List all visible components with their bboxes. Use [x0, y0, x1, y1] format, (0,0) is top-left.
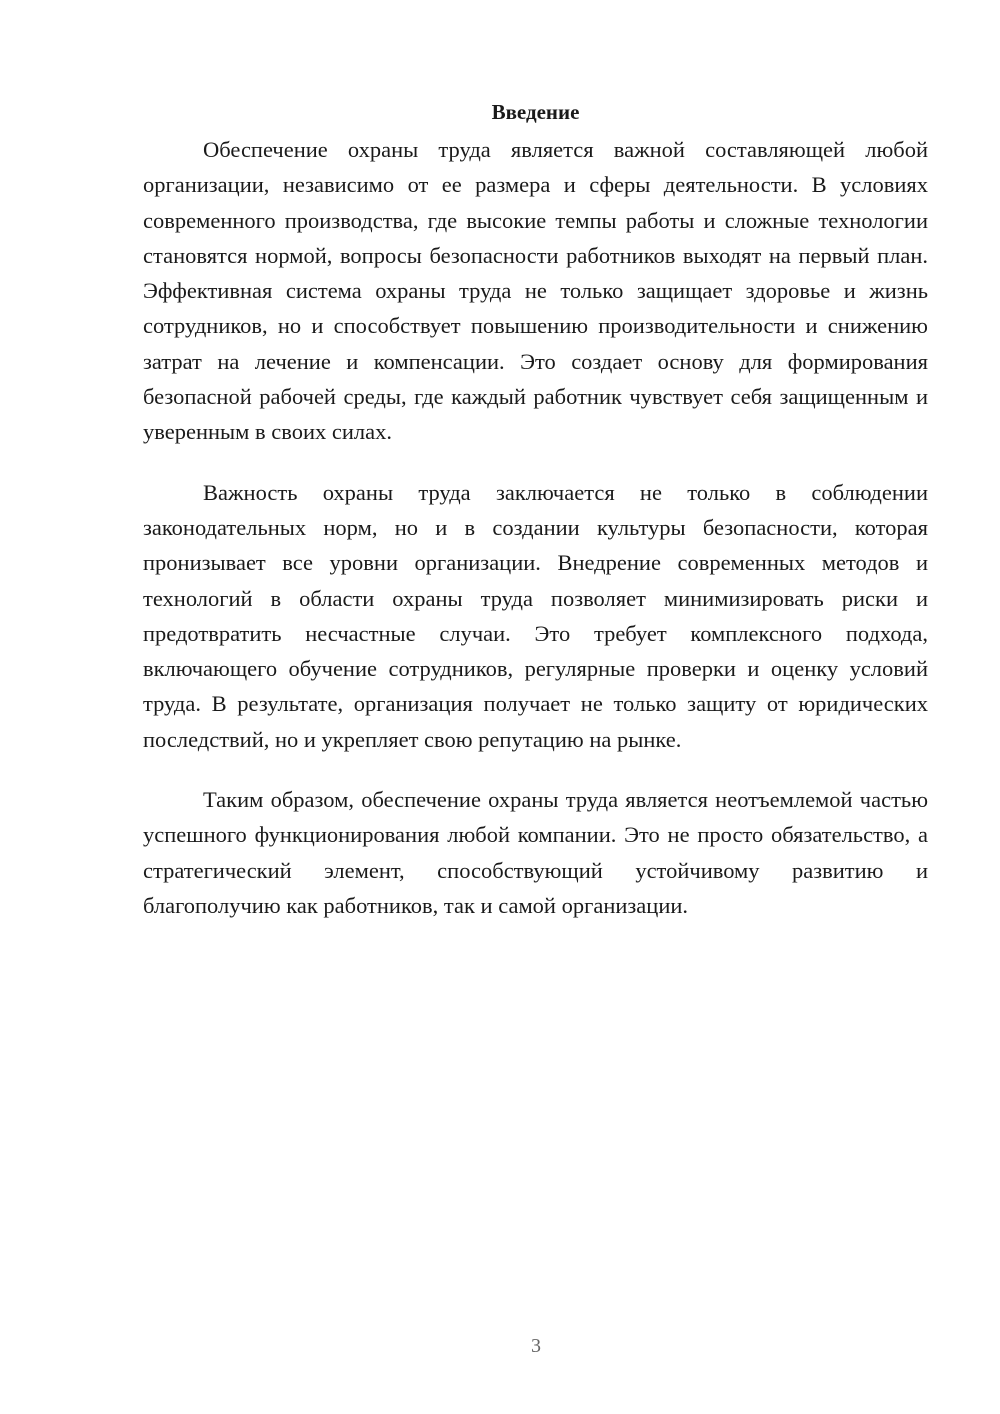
- paragraph-2: Важность охраны труда заключается не только в соблюдении законодательных норм, но и в создании культуры безопасности, которая пронизывает все уровни организации. Внедрение современных методов и технологий в области охраны труда позволяет минимизировать риски и предотвратить несчастные случаи. Это требует комплексного подхода, включающего обучение сотрудников, регулярные проверки и оценку условий труда. В результате, организация получает не только защиту от юридических последствий, но и укрепляет свою репутацию на рынке.: [143, 479, 928, 752]
- section-title: Введение: [491, 100, 580, 124]
- page-content: [143, 96, 928, 948]
- paragraph-1: Обеспечение охраны труда является важной составляющей любой организации, независимо от ее размера и сферы деятельности. В условиях современного производства, где высокие темпы работы и сложные технологии становятся нормой, вопросы безопасности работников выходят на первый план. Эффективная система охраны труда не только защищает здоровье и жизнь сотрудников, но и способствует повышению производительности и снижению затрат на лечение и компенсации. Это создает основу для формирования безопасной рабочей среды, где каждый работник чувствует себя защищенным и уверенным в своих силах.: [143, 137, 928, 445]
- page-number-footer: [0, 1334, 1000, 1358]
- page-number: 3: [531, 1335, 541, 1357]
- paragraph-3: Таким образом, обеспечение охраны труда является неотъемлемой частью успешного функционирования любой компании. Это не просто обязательство, а стратегический элемент, способствующий устойчивому развитию и благополучию как работников, так и самой организации.: [143, 787, 928, 918]
